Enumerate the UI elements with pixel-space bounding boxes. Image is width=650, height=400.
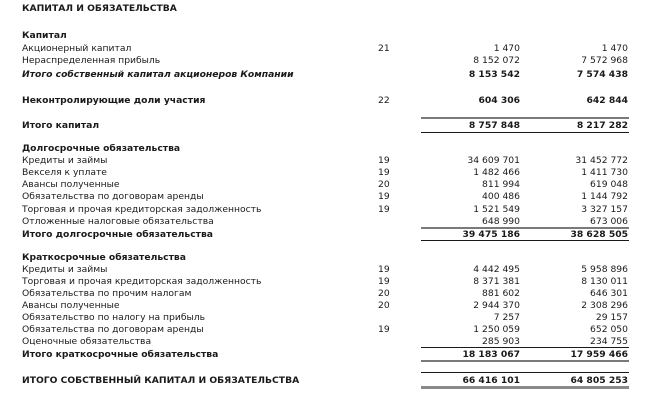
- row-label: Обязательства по договорам аренды: [22, 324, 204, 335]
- section-header-capital: [0, 29, 650, 42]
- row-value-current: 811 994: [482, 179, 520, 190]
- row-value-current: 18 183 067: [462, 349, 520, 360]
- row-label: Торговая и прочая кредиторская задолженность: [22, 276, 262, 287]
- row-label: Нераспределенная прибыль: [22, 55, 161, 66]
- row-label: Итого долгосрочные обязательства: [22, 229, 213, 240]
- row-label: Обязательство по налогу на прибыль: [22, 312, 206, 323]
- row-value-current: 34 609 701: [467, 155, 520, 166]
- row-value-current: 8 153 542: [468, 69, 520, 80]
- row-value-prior: 652 050: [590, 324, 628, 335]
- table-row: [0, 54, 650, 67]
- row-value-prior: 673 006: [590, 216, 628, 227]
- row-value-current: 400 486: [482, 191, 520, 202]
- section-label: Долгосрочные обязательства: [22, 143, 181, 154]
- subtotal-row: [0, 68, 650, 81]
- double-underline: [421, 386, 629, 389]
- row-label: Неконтролирующие доли участия: [22, 95, 206, 106]
- row-value-current: 8 371 381: [473, 276, 520, 287]
- row-note: 20: [378, 288, 390, 299]
- row-value-prior: 7 572 968: [581, 55, 628, 66]
- section-label: Краткосрочные обязательства: [22, 252, 186, 263]
- row-value-prior: 1 144 792: [581, 191, 628, 202]
- row-note: 19: [378, 167, 390, 178]
- row-label: Авансы полученные: [22, 300, 120, 311]
- row-label: Кредиты и займы: [22, 264, 108, 275]
- row-value-prior: 7 574 438: [576, 69, 628, 80]
- row-value-current: 2 944 370: [473, 300, 520, 311]
- row-note: 19: [378, 204, 390, 215]
- row-value-prior: 31 452 772: [575, 155, 628, 166]
- row-value-prior: 3 327 157: [581, 204, 628, 215]
- section-label: Капитал: [22, 30, 67, 41]
- row-value-current: 1 250 059: [473, 324, 520, 335]
- row-note: 20: [378, 179, 390, 190]
- row-label: Отложенные налоговые обязательства: [22, 216, 214, 227]
- row-label: Кредиты и займы: [22, 155, 108, 166]
- row-value-current: 648 990: [482, 216, 520, 227]
- row-note: 21: [378, 43, 390, 54]
- nci-row: [0, 94, 650, 107]
- row-value-prior: 8 217 282: [576, 120, 628, 131]
- row-value-prior: 646 301: [590, 288, 628, 299]
- divider: [421, 360, 629, 362]
- row-value-current: 8 757 848: [468, 120, 520, 131]
- page-title: КАПИТАЛ И ОБЯЗАТЕЛЬСТВА: [22, 3, 177, 14]
- row-label: Акционерный капитал: [22, 43, 132, 54]
- row-note: 19: [378, 264, 390, 275]
- row-value-current: 4 442 495: [473, 264, 520, 275]
- row-label: ИТОГО СОБСТВЕННЫЙ КАПИТАЛ И ОБЯЗАТЕЛЬСТВА: [22, 375, 300, 386]
- row-value-prior: 234 755: [590, 336, 628, 347]
- row-label: Итого краткосрочные обязательства: [22, 349, 219, 360]
- row-note: 19: [378, 155, 390, 166]
- row-value-current: 604 306: [478, 95, 520, 106]
- row-value-current: 39 475 186: [462, 229, 520, 240]
- row-label: Обязательства по прочим налогам: [22, 288, 192, 299]
- row-label: Векселя к уплате: [22, 167, 107, 178]
- divider: [421, 372, 629, 373]
- row-label: Торговая и прочая кредиторская задолженность: [22, 204, 262, 215]
- row-value-current: 1 470: [493, 43, 520, 54]
- row-note: 19: [378, 191, 390, 202]
- row-label: Обязательства по договорам аренды: [22, 191, 204, 202]
- row-note: 19: [378, 324, 390, 335]
- row-value-prior: 619 048: [590, 179, 628, 190]
- row-value-current: 285 903: [482, 336, 520, 347]
- row-value-current: 1 482 466: [473, 167, 520, 178]
- divider: [421, 132, 629, 133]
- row-value-prior: 642 844: [586, 95, 628, 106]
- row-label: Авансы полученные: [22, 179, 120, 190]
- table-row: [0, 190, 650, 203]
- total-row: [0, 119, 650, 132]
- row-value-prior: 64 805 253: [570, 375, 628, 386]
- row-value-prior: 1 470: [601, 43, 628, 54]
- row-label: Итого собственный капитал акционеров Компании: [22, 69, 294, 80]
- row-note: 19: [378, 276, 390, 287]
- row-value-prior: 38 628 505: [570, 229, 628, 240]
- row-note: 22: [378, 95, 390, 106]
- row-value-prior: 5 958 896: [581, 264, 628, 275]
- row-value-current: 881 602: [482, 288, 520, 299]
- row-value-current: 1 521 549: [473, 204, 520, 215]
- row-value-prior: 2 308 296: [581, 300, 628, 311]
- row-value-prior: 29 157: [595, 312, 628, 323]
- row-label: Итого капитал: [22, 120, 100, 131]
- divider: [421, 240, 629, 241]
- row-value-current: 7 257: [493, 312, 520, 323]
- row-value-prior: 17 959 466: [570, 349, 628, 360]
- row-note: 20: [378, 300, 390, 311]
- row-value-current: 8 152 072: [473, 55, 520, 66]
- row-value-prior: 1 411 730: [581, 167, 628, 178]
- row-value-current: 66 416 101: [462, 375, 520, 386]
- row-value-prior: 8 130 011: [581, 276, 628, 287]
- row-label: Оценочные обязательства: [22, 336, 152, 347]
